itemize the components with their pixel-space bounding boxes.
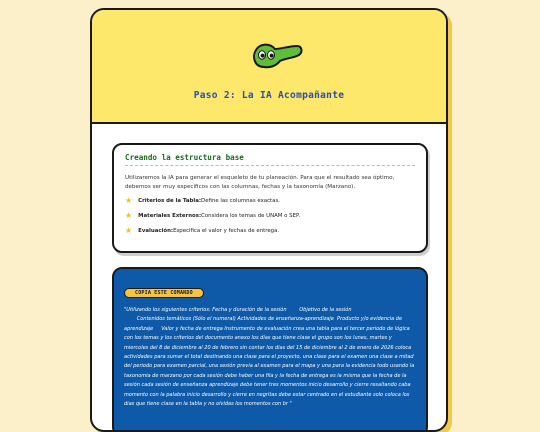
green-blob-mascot-icon bbox=[250, 40, 304, 72]
star-icon: ★ bbox=[125, 226, 133, 235]
info-title: Creando la estructura base bbox=[125, 153, 415, 166]
criteria-list bbox=[125, 197, 415, 235]
list-item bbox=[125, 212, 415, 220]
list-item bbox=[125, 197, 415, 205]
step-card bbox=[90, 8, 448, 432]
step-title: Paso 2: La IA Acompañante bbox=[193, 90, 345, 101]
bullet-text: Define las columnas exactas. bbox=[201, 198, 280, 204]
star-icon: ★ bbox=[125, 196, 133, 205]
bullet-text: Especifica el valor y fechas de entrega. bbox=[173, 228, 280, 234]
bullet-label: Materiales Externos: bbox=[138, 213, 202, 219]
list-item bbox=[125, 227, 415, 235]
command-box bbox=[112, 267, 428, 432]
step-header bbox=[92, 10, 446, 124]
command-text[interactable]: "Utilizando los siguientes criterios: Fecha y duración de la sesión Objetivo de la sesión Contenidos temáticos (Sólo el numeral) Actividades de enseñanza-aprendizaje Producto y/o evidencia de aprendizaje Valor y fecha de entrega Instrumento de evaluación crea una tabla para el tercer periodo de lógica con los temas y los criterios del documento anexo los días que tiene clase el grupo son los lunes, martes y miercoles del 8 de diciembre al 20 de febrero sin contar los dias del 15 de diciembre al 2 de enero de 2026 coloca actividades para sumar el total destinando una clase para el proyecto, una clase para el examen una clase a mitad del periodo para examen parcial, una sesión previa al examen para el mapa y una para la evidencia todo usando la taxonomia de marzano por cada sesión debe haber una fila y la fecha de entrega es la misma que la fecha de la sesión cada sesión de enseñanza aprendizaje debe tener tres momentos inicio desarrollo y cierre resaltando caba momento con la palabra inicio desarrollo y cierre en negritas debe estar centrado en el estudiante solo coloca los dias que tiene clase en la tabla y no olvidas los momentos con br " bbox=[124, 307, 415, 408]
info-box bbox=[112, 143, 428, 253]
info-description: Utilizaremos la IA para generar el esqueleto de tu planeación. Para que el resultado sea óptimo, debemos ser muy específicos con las columnas, fechas y la taxonomía (Marzano). bbox=[125, 175, 395, 190]
copy-command-badge[interactable]: COPIA ESTE COMANDO bbox=[124, 288, 204, 298]
star-icon: ★ bbox=[125, 211, 133, 220]
bullet-label: Evaluación: bbox=[138, 228, 174, 234]
bullet-label: Criterios de la Tabla: bbox=[138, 198, 202, 204]
bullet-text: Considera los temas de UNAM o SEP. bbox=[201, 213, 301, 219]
